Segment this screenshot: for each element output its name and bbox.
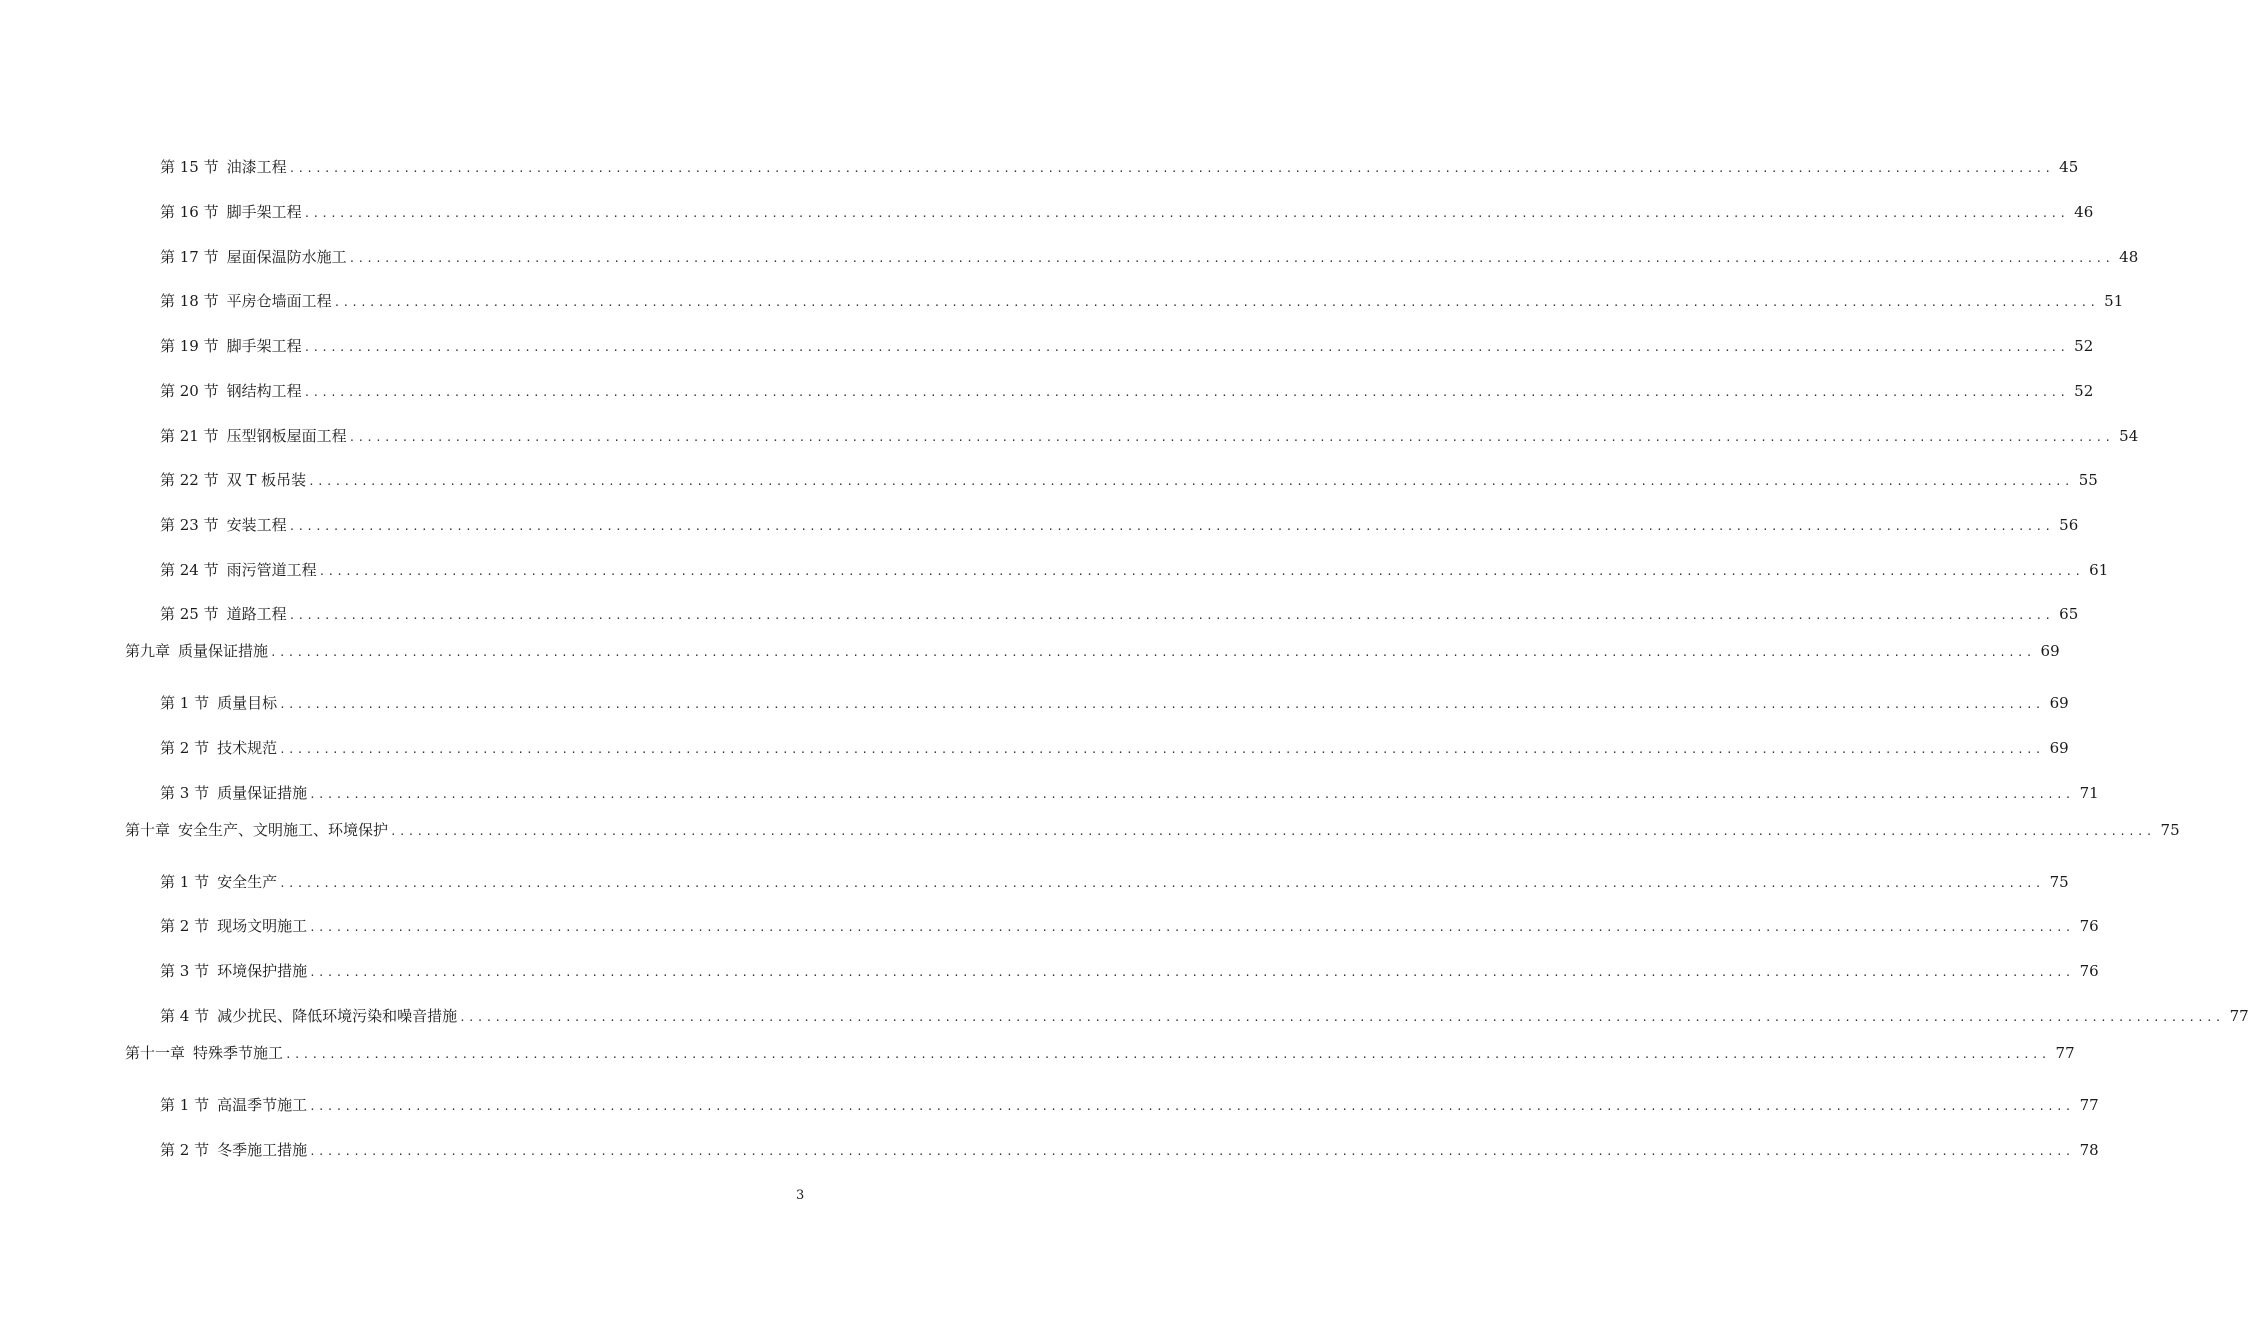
toc-entry-title: 脚手架工程 [226, 203, 302, 221]
toc-entry-title: 双 T 板吊装 [226, 471, 307, 489]
toc-entry-page: 75 [2049, 873, 2069, 891]
toc-entry-title: 安全生产、文明施工、环境保护 [178, 821, 389, 839]
toc-entry-number: 第 18 节 [160, 292, 219, 310]
toc-section-entry[interactable] [160, 1140, 2099, 1162]
toc-entry-title: 现场文明施工 [217, 917, 308, 935]
toc-entry-page: 65 [2059, 605, 2079, 623]
toc-entry-title: 钢结构工程 [226, 382, 302, 400]
toc-entry-title: 平房仓墙面工程 [226, 292, 332, 310]
toc-entry-number: 第 25 节 [160, 605, 219, 623]
dot-leader: ........................................................................................................................................................................................................ [318, 565, 2084, 578]
toc-entry-number: 第 1 节 [160, 694, 210, 712]
dot-leader: ........................................................................................................................................................................................................ [303, 386, 2069, 399]
toc-section-entry[interactable] [160, 515, 2079, 537]
toc-section-entry[interactable] [160, 291, 2124, 313]
toc-section-entry[interactable] [160, 202, 2094, 224]
toc-entry-title: 特殊季节施工 [193, 1044, 284, 1062]
dot-leader: ........................................................................................................................................................................................................ [459, 1011, 2224, 1024]
toc-entry-title: 环境保护措施 [217, 962, 308, 980]
dot-leader: ........................................................................................................................................................................................................ [288, 162, 2054, 175]
toc-entry-page: 71 [2079, 784, 2099, 802]
dot-leader: ........................................................................................................................................................................................................ [309, 1100, 2074, 1113]
toc-entry-page: 75 [2160, 821, 2180, 839]
toc-entry-title: 减少扰民、降低环境污染和噪音措施 [217, 1007, 458, 1025]
dot-leader: ........................................................................................................................................................................................................ [308, 475, 2073, 488]
toc-chapter-entry[interactable] [125, 820, 2180, 842]
dot-leader: ........................................................................................................................................................................................................ [309, 966, 2074, 979]
toc-entry-number: 第 1 节 [160, 873, 210, 891]
dot-leader: ........................................................................................................................................................................................................ [279, 743, 2044, 756]
dot-leader: ........................................................................................................................................................................................................ [309, 788, 2074, 801]
toc-entry-number: 第 23 节 [160, 516, 219, 534]
dot-leader: ........................................................................................................................................................................................................ [390, 825, 2155, 838]
toc-chapter-entry[interactable] [125, 641, 2060, 663]
dot-leader: ........................................................................................................................................................................................................ [285, 1048, 2050, 1061]
toc-entry-number: 第 2 节 [160, 917, 210, 935]
dot-leader: ........................................................................................................................................................................................................ [303, 341, 2069, 354]
toc-entry-number: 第 17 节 [160, 248, 219, 266]
toc-section-entry[interactable] [160, 381, 2094, 403]
toc-entry-number: 第 2 节 [160, 1141, 210, 1159]
toc-section-entry[interactable] [160, 916, 2099, 938]
toc-section-entry[interactable] [160, 247, 2139, 269]
toc-entry-title: 雨污管道工程 [226, 561, 317, 579]
dot-leader: ........................................................................................................................................................................................................ [348, 252, 2114, 265]
toc-section-entry[interactable] [160, 336, 2094, 358]
toc-entry-title: 质量保证措施 [178, 642, 269, 660]
toc-section-entry[interactable] [160, 157, 2079, 179]
toc-entry-page: 46 [2074, 203, 2094, 221]
toc-section-entry[interactable] [160, 426, 2139, 448]
dot-leader: ........................................................................................................................................................................................................ [279, 698, 2044, 711]
toc-entry-title: 安装工程 [226, 516, 287, 534]
toc-entry-title: 脚手架工程 [226, 337, 302, 355]
toc-entry-page: 48 [2119, 248, 2139, 266]
toc-entry-page: 61 [2089, 561, 2109, 579]
toc-entry-page: 69 [2049, 694, 2069, 712]
toc-entry-page: 76 [2079, 917, 2099, 935]
dot-leader: ........................................................................................................................................................................................................ [288, 520, 2054, 533]
toc-entry-title: 安全生产 [217, 873, 278, 891]
toc-entry-number: 第 21 节 [160, 427, 219, 445]
toc-entry-page: 56 [2059, 516, 2079, 534]
toc-entry-title: 屋面保温防水施工 [226, 248, 347, 266]
toc-entry-number: 第 3 节 [160, 784, 210, 802]
toc-entry-page: 77 [2229, 1007, 2249, 1025]
toc-entry-page: 78 [2079, 1141, 2099, 1159]
toc-entry-page: 69 [2049, 739, 2069, 757]
toc-section-entry[interactable] [160, 961, 2099, 983]
toc-chapter-entry[interactable] [125, 1043, 2075, 1065]
toc-entry-page: 69 [2040, 642, 2060, 660]
toc-entry-page: 54 [2119, 427, 2139, 445]
toc-entry-page: 52 [2074, 337, 2094, 355]
dot-leader: ........................................................................................................................................................................................................ [333, 296, 2099, 309]
toc-entry-title: 质量目标 [217, 694, 278, 712]
toc-entry-number: 第 15 节 [160, 158, 219, 176]
toc-entry-number: 第 2 节 [160, 739, 210, 757]
dot-leader: ........................................................................................................................................................................................................ [348, 431, 2114, 444]
toc-entry-page: 52 [2074, 382, 2094, 400]
toc-entry-number: 第 19 节 [160, 337, 219, 355]
toc-entry-number: 第 3 节 [160, 962, 210, 980]
toc-entry-title: 压型钢板屋面工程 [226, 427, 347, 445]
toc-entry-page: 51 [2104, 292, 2124, 310]
toc-entry-page: 77 [2079, 1096, 2099, 1114]
toc-entry-number: 第十一章 [125, 1044, 186, 1062]
toc-section-entry[interactable] [160, 1095, 2099, 1117]
toc-entry-title: 道路工程 [226, 605, 287, 623]
toc-section-entry[interactable] [160, 604, 2079, 626]
toc-entry-number: 第 4 节 [160, 1007, 210, 1025]
dot-leader: ........................................................................................................................................................................................................ [303, 207, 2069, 220]
toc-section-entry[interactable] [160, 693, 2069, 715]
toc-entry-title: 技术规范 [217, 739, 278, 757]
dot-leader: ........................................................................................................................................................................................................ [309, 921, 2074, 934]
toc-entry-number: 第九章 [125, 642, 171, 660]
toc-entry-title: 冬季施工措施 [217, 1141, 308, 1159]
toc-section-entry[interactable] [160, 783, 2099, 805]
dot-leader: ........................................................................................................................................................................................................ [288, 609, 2054, 622]
dot-leader: ........................................................................................................................................................................................................ [270, 646, 2035, 659]
toc-entry-title: 质量保证措施 [217, 784, 308, 802]
toc-entry-page: 55 [2078, 471, 2098, 489]
toc-entry-page: 45 [2059, 158, 2079, 176]
toc-entry-page: 77 [2055, 1044, 2075, 1062]
toc-entry-title: 油漆工程 [226, 158, 287, 176]
toc-entry-number: 第 16 节 [160, 203, 219, 221]
toc-section-entry[interactable] [160, 1006, 2249, 1028]
toc-entry-title: 高温季节施工 [217, 1096, 308, 1114]
toc-entry-number: 第 22 节 [160, 471, 219, 489]
dot-leader: ........................................................................................................................................................................................................ [309, 1145, 2074, 1158]
toc-entry-number: 第 1 节 [160, 1096, 210, 1114]
dot-leader: ........................................................................................................................................................................................................ [279, 877, 2044, 890]
toc-section-entry[interactable] [160, 470, 2098, 492]
toc-section-entry[interactable] [160, 738, 2069, 760]
toc-entry-number: 第十章 [125, 821, 171, 839]
toc-entry-number: 第 24 节 [160, 561, 219, 579]
toc-entry-page: 76 [2079, 962, 2099, 980]
toc-section-entry[interactable] [160, 560, 2109, 582]
page-number: 3 [796, 1188, 805, 1203]
toc-section-entry[interactable] [160, 872, 2069, 894]
toc-entry-number: 第 20 节 [160, 382, 219, 400]
